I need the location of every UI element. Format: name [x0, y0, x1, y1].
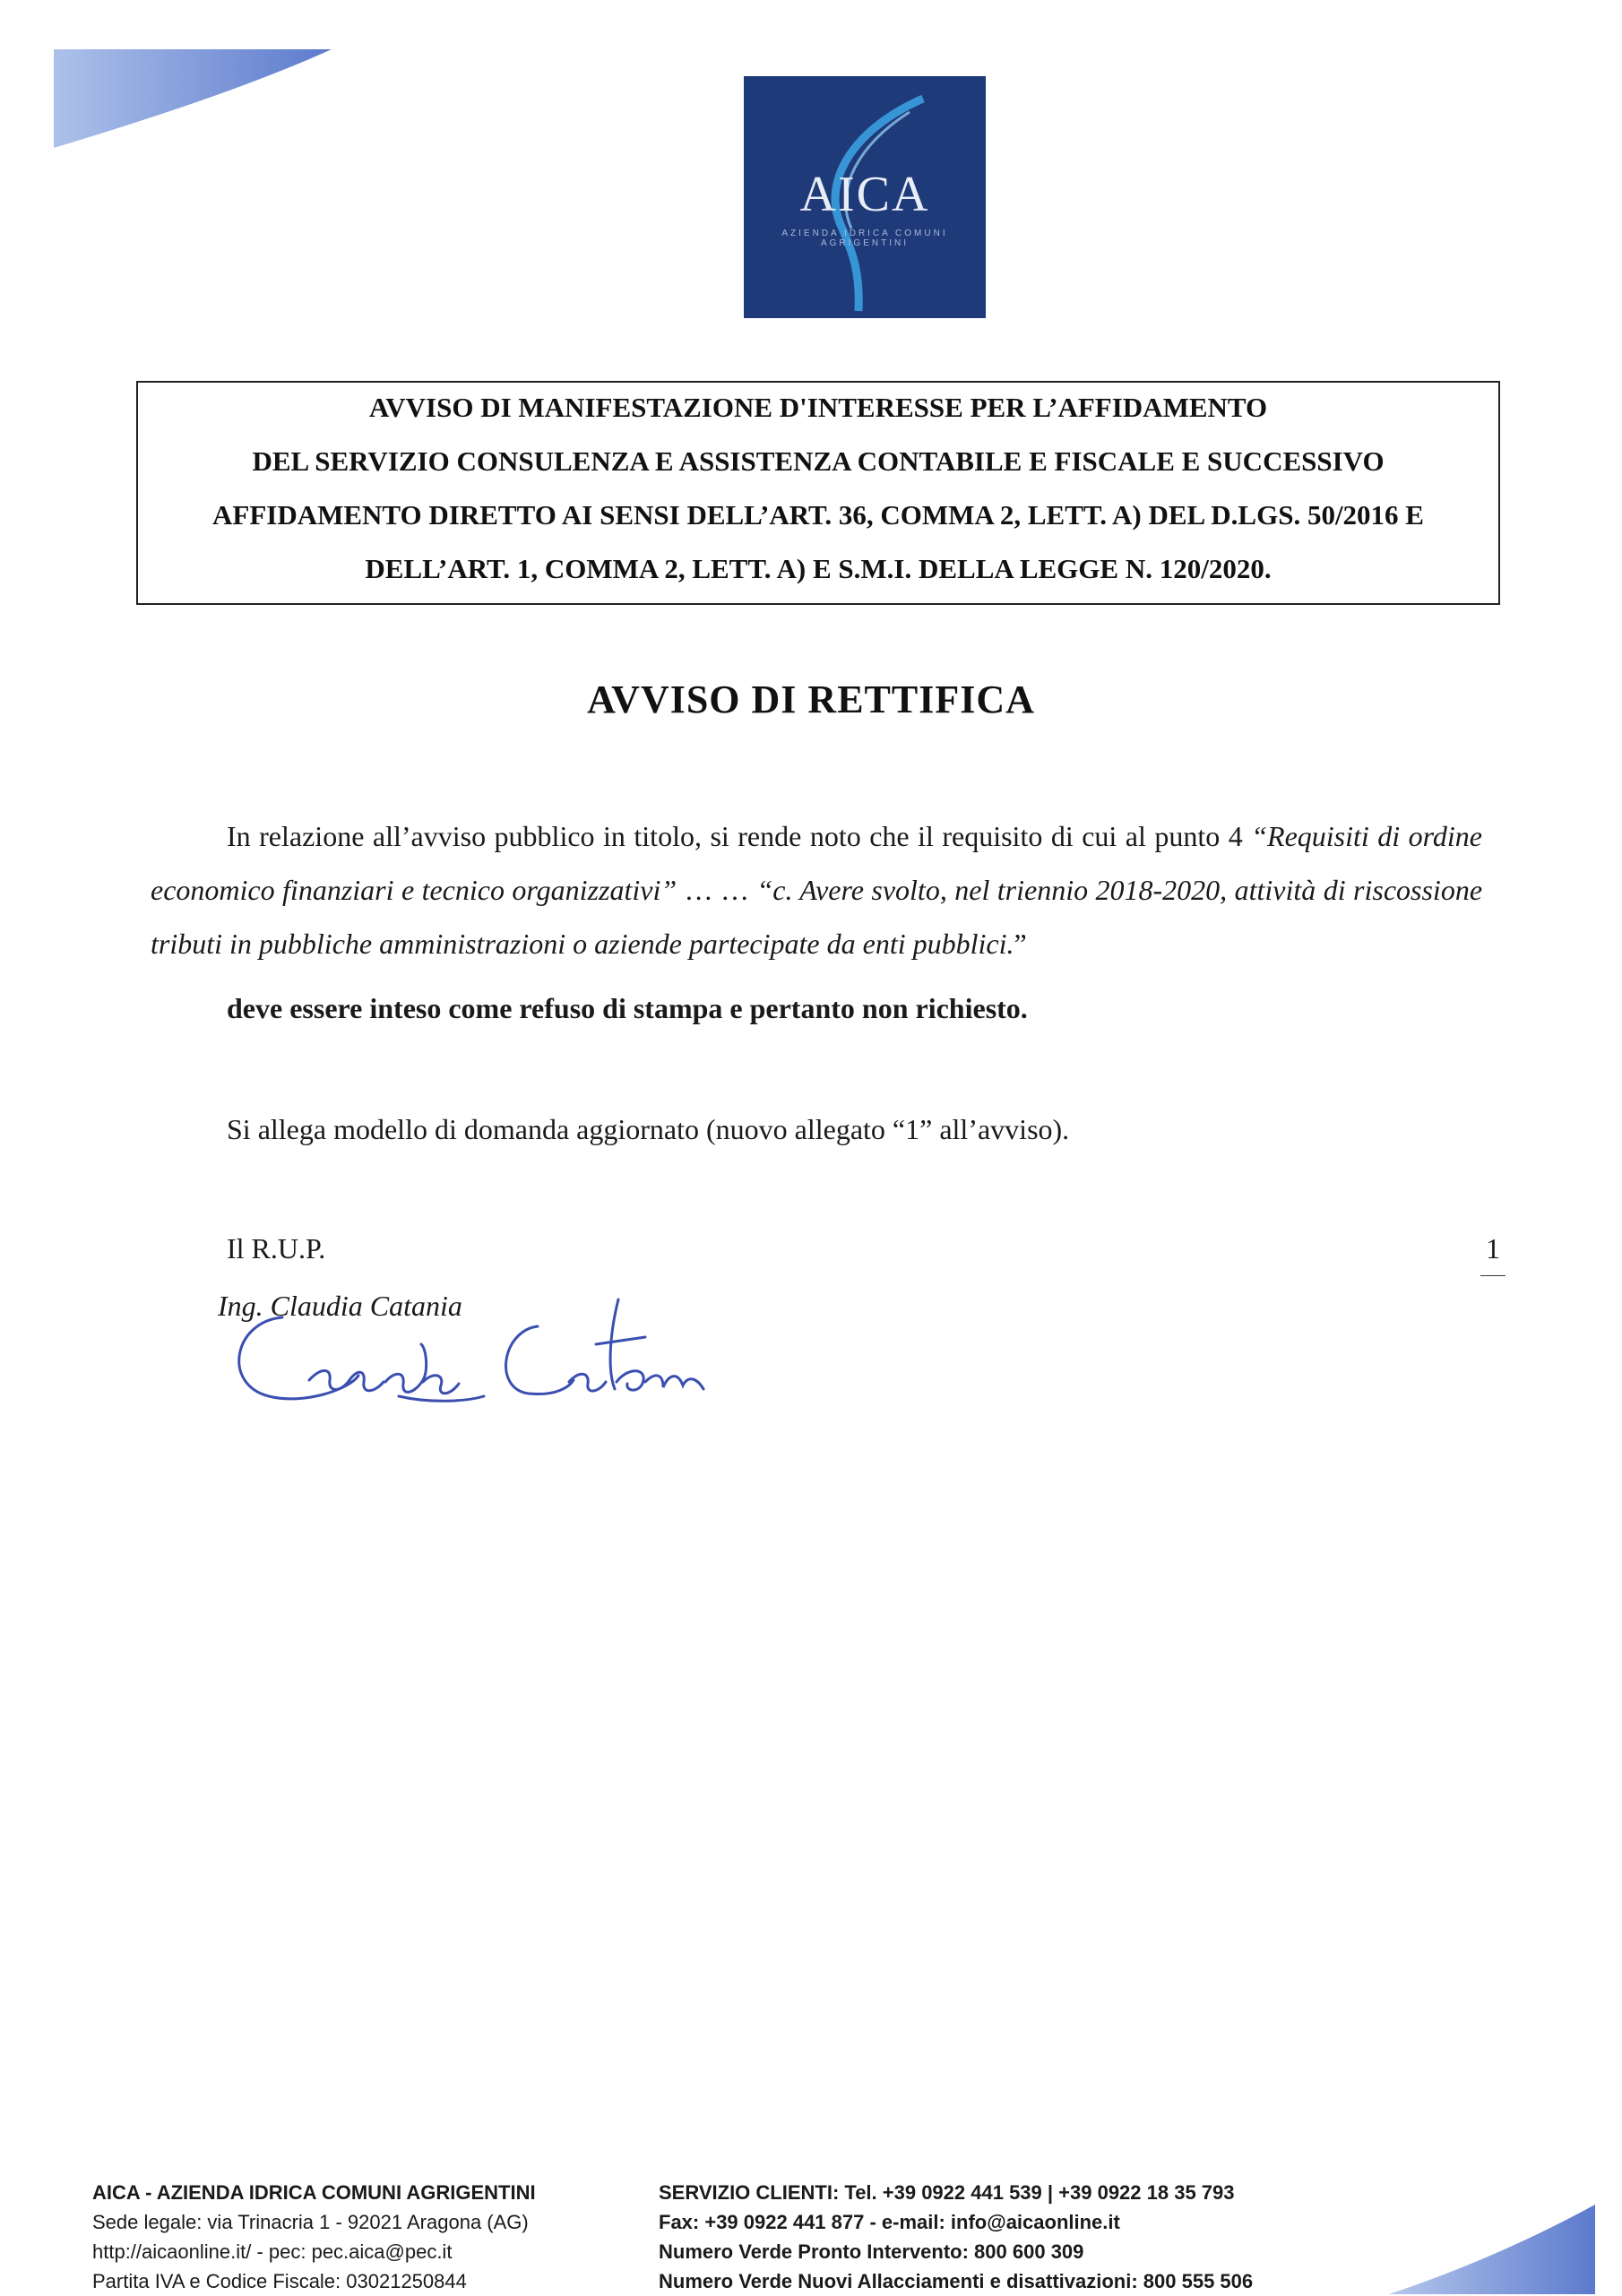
footer-web: http://aicaonline.it/ - pec: pec.aica@pec.it: [92, 2240, 453, 2263]
logo-subtitle: AZIENDA IDRICA COMUNI AGRIGENTINI: [781, 229, 948, 248]
para1-close-quote: ”: [1014, 928, 1027, 960]
footer-service-phone: SERVIZIO CLIENTI: Tel. +39 0922 441 539 | +39 0922 18 35 793: [659, 2181, 1235, 2204]
footer-vat: Partita IVA e Codice Fiscale: 03021250844: [92, 2270, 467, 2292]
footer-connections-number: Numero Verde Nuovi Allacciamenti e disattivazioni: 800 555 506: [659, 2270, 1254, 2292]
footer-fax-email: Fax: +39 0922 441 877 - e-mail: info@aicaonline.it: [659, 2211, 1120, 2233]
rup-label: Il R.U.P.: [227, 1232, 326, 1265]
notice-title-box: [136, 381, 1500, 605]
title-line-4: DELL’ART. 1, COMMA 2, LETT. A) E S.M.I. DELLA LEGGE N. 120/2020.: [365, 553, 1272, 584]
footer-company-info: [92, 2178, 536, 2296]
signer-name: Ing. Claudia Catania: [218, 1290, 462, 1322]
paragraph-rectification: [151, 809, 1482, 971]
page-number: 1: [1480, 1221, 1506, 1276]
para1-quote-requirement: “Requisiti di ordine economico finanziari e tecnico organizzativi”: [151, 820, 1483, 906]
paragraph-attachment: Si allega modello di domanda aggiornato (nuovo allegato “1” all’avviso).: [227, 1113, 1070, 1145]
para1-ellipsis: … …: [677, 874, 757, 906]
title-line-2: DEL SERVIZIO CONSULENZA E ASSISTENZA CONTABILE E FISCALE E SUCCESSIVO: [252, 445, 1385, 477]
decorative-swoosh-top: [54, 49, 341, 152]
para1-quote-clause: “c. Avere svolto, nel triennio 2018-2020, attività di riscossione tributi in pubbliche amministrazioni o aziende partecipate da enti pubblici.: [151, 874, 1483, 960]
footer-address: Sede legale: via Trinacria 1 - 92021 Aragona (AG): [92, 2211, 529, 2233]
para1-text-a: In relazione all’avviso pubblico in titolo, si rende noto che il requisito di cui al punto 4: [227, 820, 1252, 852]
title-line-3: AFFIDAMENTO DIRETTO AI SENSI DELL’ART. 36, COMMA 2, LETT. A) DEL D.LGS. 50/2016 E: [212, 499, 1424, 531]
title-line-1: AVVISO DI MANIFESTAZIONE D'INTERESSE PER L’AFFIDAMENTO: [368, 392, 1268, 423]
page-heading: AVVISO DI RETTIFICA: [587, 678, 1035, 721]
aica-logo: [744, 76, 986, 318]
decorative-swoosh-bottom: [1389, 2205, 1595, 2294]
footer-emergency-number: Numero Verde Pronto Intervento: 800 600 309: [659, 2240, 1084, 2263]
handwritten-signature: [215, 1282, 717, 1416]
logo-name: AICA: [799, 167, 930, 222]
footer-company-name: AICA - AZIENDA IDRICA COMUNI AGRIGENTINI: [92, 2181, 536, 2204]
footer-contacts: [659, 2178, 1253, 2296]
paragraph-misprint: deve essere inteso come refuso di stampa e pertanto non richiesto.: [227, 992, 1028, 1024]
